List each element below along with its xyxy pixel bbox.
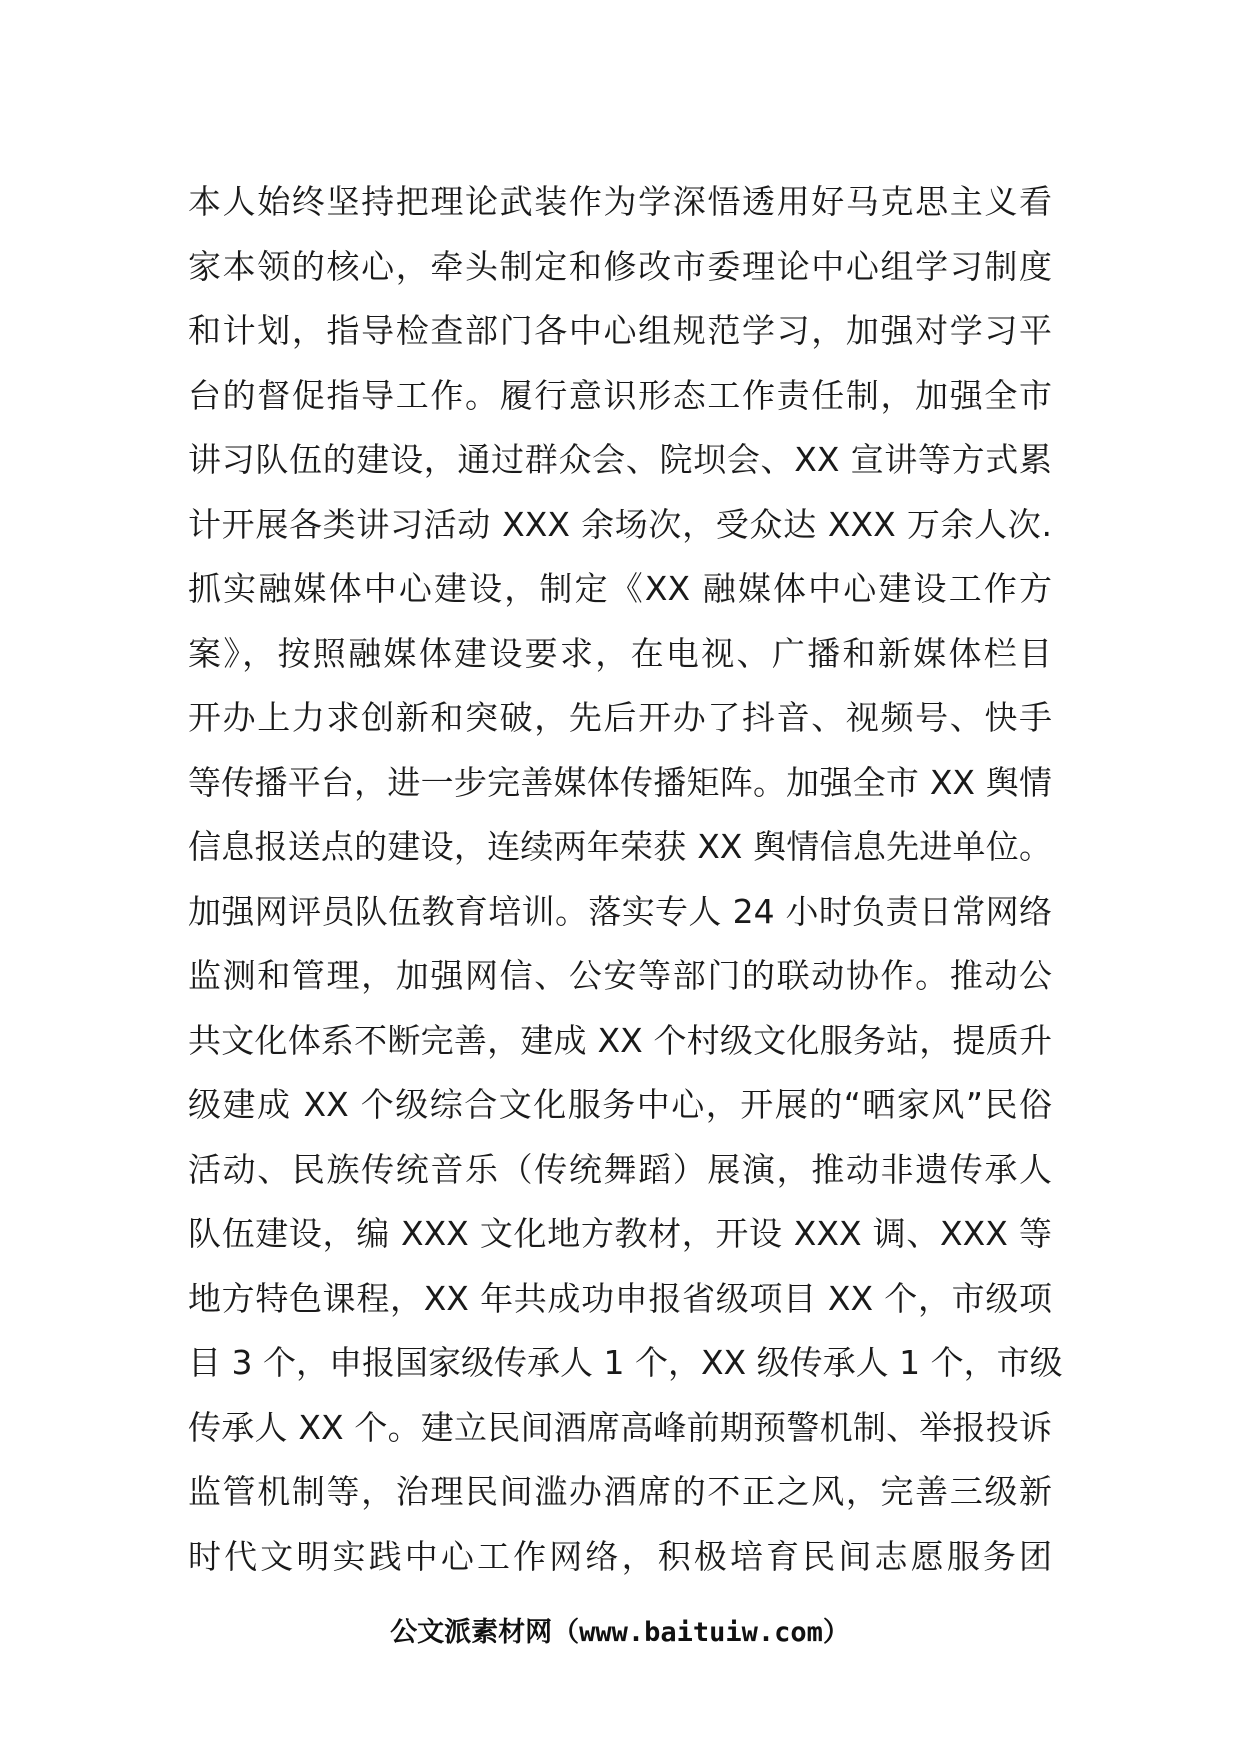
text-line: 监测和管理，加强网信、公安等部门的联动协作。推动公 xyxy=(188,956,1052,995)
text-line: 本人始终坚持把理论武装作为学深悟透用好马克思主义看 xyxy=(188,182,1052,221)
body-text xyxy=(188,170,1063,1589)
text-line: 案》，按照融媒体建设要求，在电视、广播和新媒体栏目 xyxy=(188,633,1052,673)
text-line: 共文化体系不断完善，建成 XX 个村级文化服务站，提质升 xyxy=(188,1020,1052,1060)
text-line: 时代文明实践中心工作网络，积极培育民间志愿服务团 xyxy=(188,1536,1052,1576)
text-line: 抓实融媒体中心建设，制定《XX 融媒体中心建设工作方 xyxy=(188,569,1052,608)
text-line: 等传播平台，进一步完善媒体传播矩阵。加强全市 XX 舆情 xyxy=(188,762,1052,802)
text-line: 开办上力求创新和突破，先后开办了抖音、视频号、快手 xyxy=(188,698,1052,737)
text-line: 活动、民族传统音乐（传统舞蹈）展演，推动非遗传承人 xyxy=(188,1149,1052,1189)
text-line: 信息报送点的建设，连续两年荣获 XX 舆情信息先进单位。 xyxy=(188,827,1052,866)
text-line: 讲习队伍的建设，通过群众会、院坝会、XX 宣讲等方式累 xyxy=(188,440,1052,479)
text-line: 地方特色课程，XX 年共成功申报省级项目 XX 个，市级项 xyxy=(188,1278,1052,1318)
text-line: 监管机制等，治理民间滥办酒席的不正之风，完善三级新 xyxy=(188,1472,1052,1511)
text-line: 和计划，指导检查部门各中心组规范学习，加强对学习平 xyxy=(188,311,1052,350)
text-line: 家本领的核心，牵头制定和修改市委理论中心组学习制度 xyxy=(188,246,1052,286)
text-line: 目 3 个，申报国家级传承人 1 个，XX 级传承人 1 个，市级 xyxy=(188,1343,1063,1382)
text-line: 队伍建设，编 XXX 文化地方教材，开设 XXX 调、XXX 等 xyxy=(188,1214,1052,1253)
text-line: 级建成 XX 个级综合文化服务中心，开展的“晒家风”民俗 xyxy=(188,1085,1052,1124)
footer-watermark: 公文派素材网（www.baituiw.com） xyxy=(390,1617,850,1648)
text-line: 台的督促指导工作。履行意识形态工作责任制，加强全市 xyxy=(188,375,1052,415)
text-line: 计开展各类讲习活动 XXX 余场次，受众达 XXX 万余人次. xyxy=(188,504,1052,544)
text-line: 加强网评员队伍教育培训。落实专人 24 小时负责日常网络 xyxy=(188,891,1052,931)
text-line: 传承人 XX 个。建立民间酒席高峰前期预警机制、举报投诉 xyxy=(188,1407,1052,1447)
